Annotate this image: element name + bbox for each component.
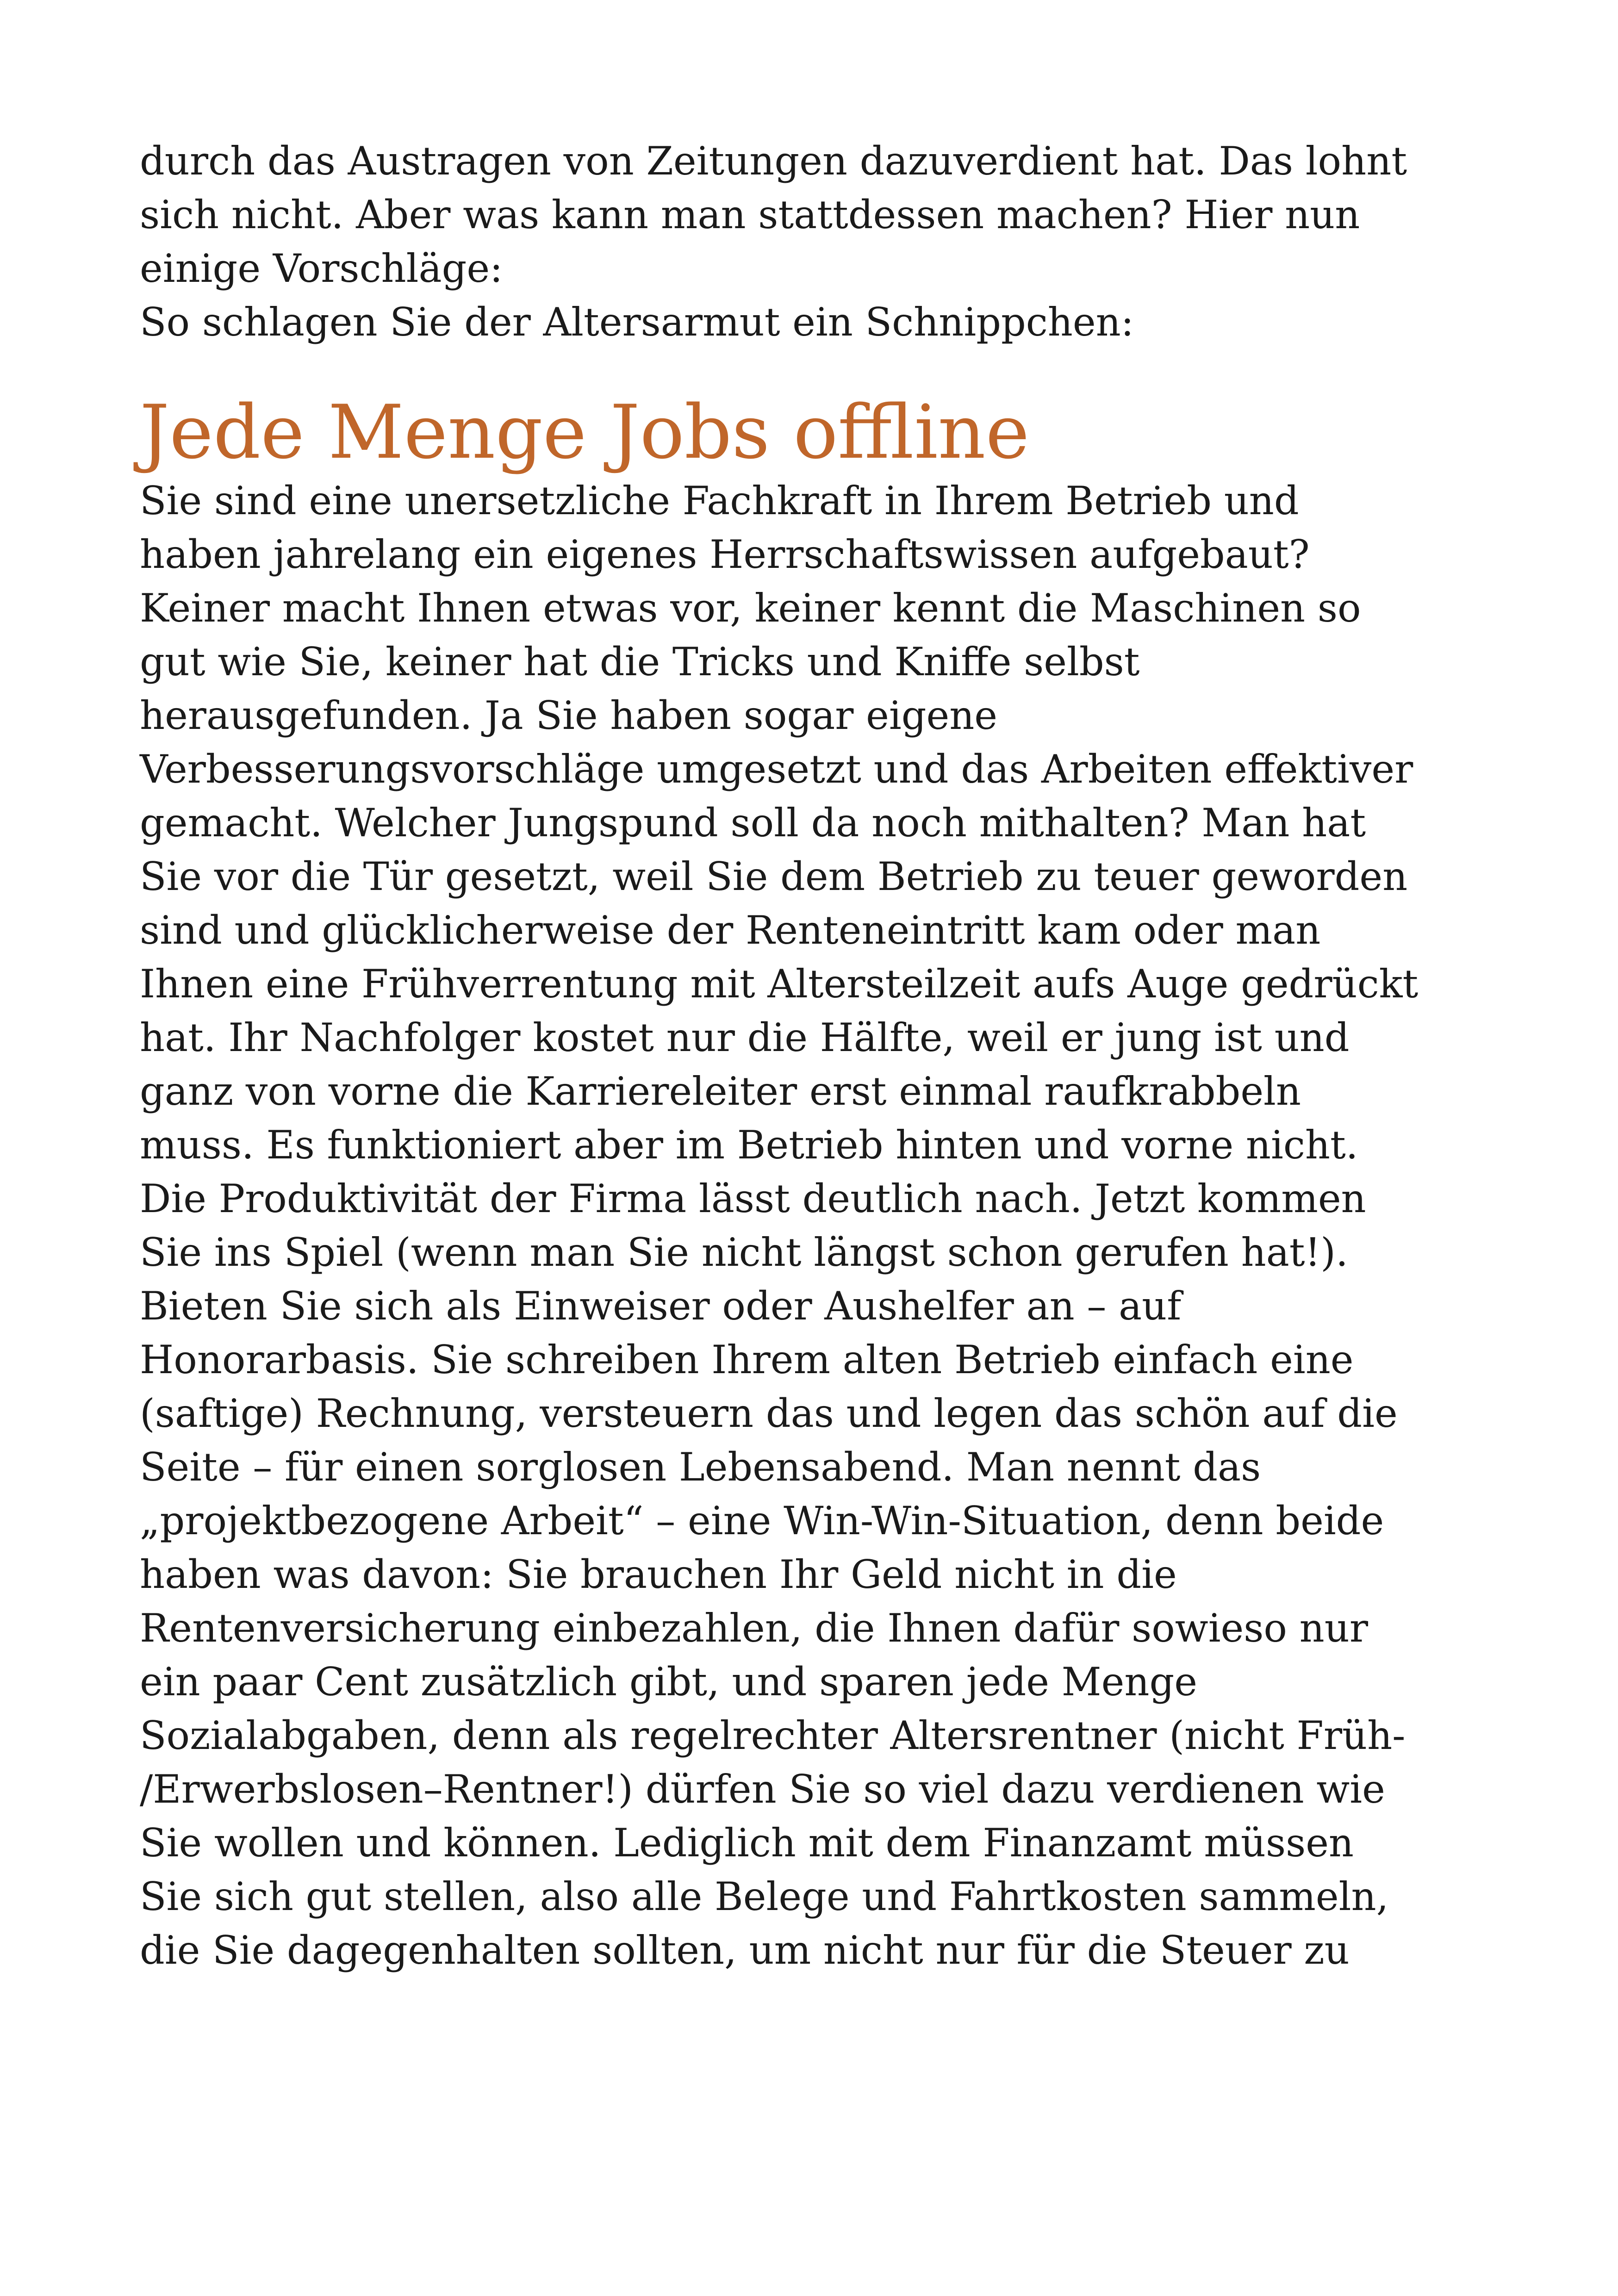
intro-paragraph — [140, 134, 1500, 349]
text-line: herausgefunden. Ja Sie haben sogar eigene — [140, 693, 998, 738]
section-heading: Jede Menge Jobs offline — [140, 389, 1030, 475]
text-line: hat. Ihr Nachfolger kostet nur die Hälfte, weil er jung ist und — [140, 1015, 1350, 1060]
text-line: /Erwerbslosen–Rentner!) dürfen Sie so viel dazu verdienen wie — [140, 1767, 1385, 1812]
text-line: „projektbezogene Arbeit“ – eine Win-Win-Situation, denn beide — [140, 1498, 1384, 1543]
body-paragraph — [140, 474, 1500, 1977]
text-line: Sie sich gut stellen, also alle Belege und Fahrtkosten sammeln, — [140, 1874, 1389, 1919]
text-line: sind und glücklicherweise der Renteneintritt kam oder man — [140, 908, 1321, 953]
text-line: die Sie dagegenhalten sollten, um nicht nur für die Steuer zu — [140, 1928, 1350, 1973]
text-line: Bieten Sie sich als Einweiser oder Aushelfer an – auf — [140, 1283, 1182, 1329]
text-line: Keiner macht Ihnen etwas vor, keiner kennt die Maschinen so — [140, 585, 1361, 631]
text-line: Sie wollen und können. Lediglich mit dem Finanzamt müssen — [140, 1820, 1354, 1866]
text-line: Sie vor die Tür gesetzt, weil Sie dem Betrieb zu teuer geworden — [140, 854, 1408, 899]
text-line: Sie sind eine unersetzliche Fachkraft in Ihrem Betrieb und — [140, 478, 1299, 523]
text-line: Die Produktivität der Firma lässt deutlich nach. Jetzt kommen — [140, 1176, 1366, 1221]
text-line: Ihnen eine Frühverrentung mit Altersteilzeit aufs Auge gedrückt — [140, 961, 1419, 1007]
text-line: Honorarbasis. Sie schreiben Ihrem alten Betrieb einfach eine — [140, 1337, 1354, 1382]
text-line: einige Vorschläge: — [140, 246, 503, 291]
text-line: Sozialabgaben, denn als regelrechter Altersrentner (nicht Früh- — [140, 1713, 1406, 1758]
text-line: (saftige) Rechnung, versteuern das und legen das schön auf die — [140, 1391, 1398, 1436]
text-line: ganz von vorne die Karriereleiter erst einmal raufkrabbeln — [140, 1069, 1301, 1114]
text-line: sich nicht. Aber was kann man stattdessen machen? Hier nun — [140, 192, 1360, 237]
text-line: haben jahrelang ein eigenes Herrschaftswissen aufgebaut? — [140, 532, 1310, 577]
document-page — [140, 134, 1500, 1977]
text-line: gut wie Sie, keiner hat die Tricks und Kniffe selbst — [140, 639, 1140, 684]
text-line: gemacht. Welcher Jungspund soll da noch mithalten? Man hat — [140, 800, 1366, 846]
text-line: So schlagen Sie der Altersarmut ein Schnippchen: — [140, 299, 1134, 345]
text-line: Verbesserungsvorschläge umgesetzt und das Arbeiten effektiver — [140, 747, 1413, 792]
text-line: ein paar Cent zusätzlich gibt, und sparen jede Menge — [140, 1659, 1197, 1705]
text-line: durch das Austragen von Zeitungen dazuverdient hat. Das lohnt — [140, 138, 1407, 184]
text-line: Rentenversicherung einbezahlen, die Ihnen dafür sowieso nur — [140, 1605, 1368, 1651]
text-line: haben was davon: Sie brauchen Ihr Geld nicht in die — [140, 1552, 1177, 1597]
text-line: Seite – für einen sorglosen Lebensabend. Man nennt das — [140, 1444, 1261, 1490]
text-line: muss. Es funktioniert aber im Betrieb hinten und vorne nicht. — [140, 1122, 1358, 1168]
text-line: Sie ins Spiel (wenn man Sie nicht längst schon gerufen hat!). — [140, 1230, 1348, 1275]
